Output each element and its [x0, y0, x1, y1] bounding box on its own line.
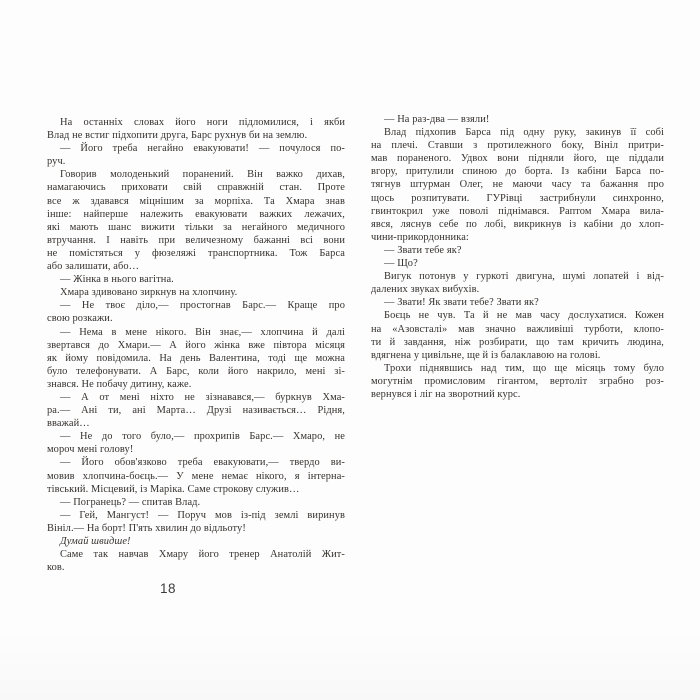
paragraph	[371, 113, 664, 126]
text-line: могутнім промисловим гігантом, вертоліт зграбно роз-	[371, 375, 664, 387]
text-line: ти й завдання, ніж розбирати, що там кричить людина,	[371, 336, 664, 348]
text-line: явся, ляснув себе по лобі, викрикнув із кабіни до хлоп-	[371, 218, 664, 230]
page-number: 18	[159, 581, 177, 596]
text-line: тівський. Місцевий, із Маріка. Саме строкову служив…	[47, 483, 300, 495]
text-line: — Погранець? — спитав Влад.	[60, 496, 201, 508]
text-line: Трохи піднявшись над тим, що ще місяць тому було	[384, 362, 664, 374]
text-line: — Звати тебе як?	[384, 244, 462, 256]
text-line: Саме так навчав Хмару його тренер Анатолій Жит-	[60, 549, 345, 561]
text-line: Вініл.— На борт! П'ять хвилин до відльоту!	[47, 522, 246, 534]
text-line: — Що?	[384, 258, 418, 270]
paragraph	[47, 299, 345, 325]
text-line: На останніх словах його ноги підломилися, і якби	[60, 117, 345, 128]
text-line: руч.	[47, 156, 66, 168]
text-line: — А от мені ніхто не зізнавався,— буркнув Хма-	[60, 391, 345, 403]
text-line: свою розкажи.	[47, 313, 113, 325]
page-bottom-shadow	[0, 630, 700, 700]
text-line: вернувся і ліг на зворотний курс.	[371, 388, 521, 400]
text-line: ков.	[47, 562, 65, 574]
paragraph	[371, 244, 664, 257]
right-text-column	[371, 113, 664, 401]
text-line: Боєць не чув. Та й не мав часу дослухатися. Кожен	[384, 310, 664, 322]
text-line: вгору, притулили спиною до борта. Із кабіни Барса по-	[371, 166, 664, 178]
text-line: гвинтокрил уже поволі піднімався. Раптом Хмара вила-	[371, 205, 664, 217]
text-line: далених звуках вибухів.	[371, 284, 480, 296]
text-line: Влад підхопив Барса під одну руку, закинув її собі	[384, 127, 664, 139]
text-line: — Не до того було,— прохрипів Барс.— Хмаро, не	[60, 431, 345, 443]
text-line: інше: найперше належить евакуювати важких лежачих,	[47, 208, 345, 220]
text-line: мовив хлопчина-боєць.— У мене немає нікого, я інтерна-	[47, 470, 345, 482]
text-line: ра.— Ані ти, ані Марта… Друзі називається… Рідня,	[47, 405, 345, 417]
paragraph	[47, 496, 345, 509]
text-line: мав пораненого. Удвох вони підняли його, ще піддали	[371, 153, 664, 165]
text-line: Думай швидше!	[60, 536, 131, 547]
paragraph	[47, 273, 345, 286]
text-line: — Його треба негайно евакуювати! — почулося по-	[60, 143, 345, 155]
paragraph	[371, 296, 664, 309]
paragraph	[371, 270, 664, 296]
text-line: мороч мені голову!	[47, 444, 134, 456]
text-line: як йому повідомила. На день Валентина, тоді ще можна	[47, 352, 345, 364]
text-line: які мають шанс вижити тільки за негайного медичного	[47, 221, 345, 233]
text-line: все ж здавався міцнішим за морпіха. Та Хмара знав	[47, 195, 345, 207]
text-line: втручання. І навіть при величезному бажанні всі вони	[47, 234, 345, 246]
text-line: на «Азовсталі» мав значно важливіші турботи, клопо-	[371, 323, 664, 335]
text-line: Влад не встиг підхопити друга, Барс рухнув би на землю.	[47, 130, 308, 142]
text-line: намагаючись приховати свій справжній стан. Проте	[47, 182, 345, 194]
text-line: — Нема в мене нікого. Він знає,— хлопчина й далі	[60, 326, 345, 338]
text-line: знався. Не побачу дитину, каже.	[47, 378, 192, 390]
paragraph	[371, 126, 664, 244]
text-line: — Гей, Мангуст! — Поруч мов із-під землі виринув	[60, 509, 345, 521]
text-line: чини-прикордонника:	[371, 231, 469, 243]
paragraph	[47, 548, 345, 574]
paragraph	[47, 142, 345, 168]
paragraph	[47, 326, 345, 391]
paragraph-italic	[47, 535, 345, 548]
paragraph	[47, 456, 345, 495]
text-line: Вигук потонув у гуркоті двигуна, шумі лопатей і від-	[384, 271, 664, 283]
text-line: не помістяться у фюзеляжі транспортника. Тож Барса	[47, 247, 345, 259]
text-line: — Не твоє діло,— простогнав Барс.— Краще про	[60, 300, 345, 312]
paragraph	[371, 309, 664, 361]
text-line: звертався до Хмари.— А його жінка вже півтора місяця	[47, 339, 345, 351]
paragraph	[371, 362, 664, 401]
text-line: було телефонувати. А Барс, коли його накрило, мені зі-	[47, 365, 345, 377]
text-line: — Його обов'язково треба евакуювати,— твердо ви-	[60, 457, 345, 469]
text-line: Хмара здивовано зиркнув на хлопчину.	[60, 287, 238, 299]
text-line: — Звати! Як звати тебе? Звати як?	[384, 297, 539, 309]
text-line: — На раз-два — взяли!	[384, 114, 490, 125]
paragraph	[47, 509, 345, 535]
paragraph	[47, 391, 345, 430]
paragraph	[47, 116, 345, 142]
text-line: Говорив молоденький поранений. Він важко дихав,	[60, 169, 345, 181]
text-line: — Жінка в нього вагітна.	[60, 274, 174, 286]
text-line: щось розпитувати. ГУРівці застрибнули синхронно,	[371, 192, 664, 204]
text-line: на плечі. Ставши з протилежного боку, Вініл притри-	[371, 140, 664, 152]
text-line: вважай…	[47, 418, 90, 430]
text-line: або залишати, або…	[47, 261, 140, 273]
paragraph	[47, 168, 345, 273]
text-line: вдягнена у цивільне, ще й із балаклавою на голові.	[371, 349, 601, 361]
text-line: тягнув штурман Олег, не маючи часу та бажання про	[371, 179, 664, 191]
paragraph	[371, 257, 664, 270]
left-text-column	[47, 116, 345, 574]
paragraph	[47, 430, 345, 456]
paragraph	[47, 286, 345, 299]
